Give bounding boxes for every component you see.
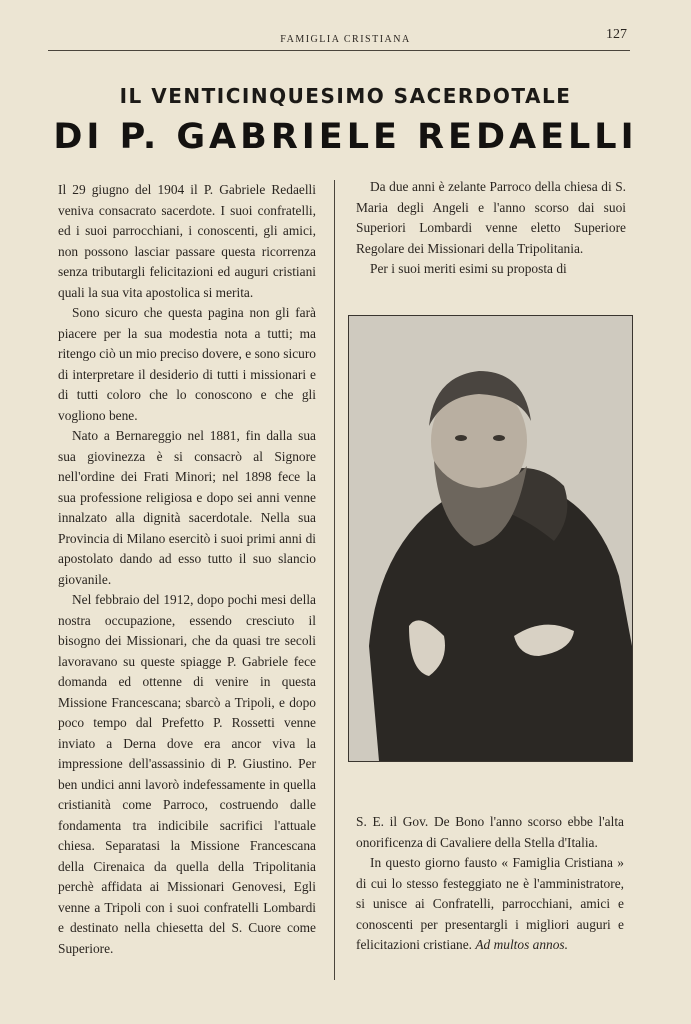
header-rule (48, 50, 630, 51)
paragraph: Il 29 giugno del 1904 il P. Gabriele Redaelli veniva consacrato sacerdote. I suoi confratelli, ed i suoi parrocchiani, i conoscenti, gli amici, non possono lasciar passare questa ricorrenza senza tributargli felicitazioni ed auguri cristiani quali la sua vita apostolica si merita. (58, 182, 316, 300)
closing-italic: Ad multos annos. (475, 937, 568, 952)
portrait-photo-icon (348, 315, 633, 762)
paragraph: Sono sicuro che questa pagina non gli farà piacere per la sua modestia nota a tutti; ma ritengo ciò un mio preciso dovere, e sono sicuro di interpretare il desiderio di tutti i missionari e di tutti coloro che lo conoscono e che gli vogliono bene. (58, 305, 316, 423)
paragraph: Per i suoi meriti esimi su proposta di (370, 261, 567, 276)
article-title-line2: DI P. GABRIELE REDAELLI (53, 117, 638, 157)
page-number: 127 (606, 27, 627, 42)
right-column-bottom (356, 812, 624, 956)
paragraph: Nel febbraio del 1912, dopo pochi mesi della nostra occupazione, essendo cresciuto il bisogno dei Missionari, che da quasi tre secoli lavoravano su queste spiagge P. Gabriele fece domanda ed ottenne di venire in questa Missione Francescana; sbarcò a Tripoli, e dopo poco tempo dal Prefetto P. Rossetti venne inviato a Derna dove era ancor viva la impressione dell'assassinio di P. Giustino. Per ben undici anni lavorò indefessamente in quella cristianità come Parroco, costruendo dalle fondamenta tra indicibile sacrifici l'attuale chiesa. Separatasi la Missione Francescana della Cirenaica da quella della Tripolitania perchè affidata ai Missionari Genovesi, Egli venne a Tripoli con i suoi confratelli Lombardi e destinato nella chiesetta del S. Cuore come Superiore. (58, 592, 316, 956)
left-column (58, 180, 316, 959)
paragraph (356, 853, 624, 956)
article-title-line1: IL VENTICINQUESIMO SACERDOTALE (119, 84, 572, 108)
paragraph: Nato a Bernareggio nel 1881, fin dalla sua sua giovinezza è si consacrò al Signore nell'ordine dei Frati Minori; nel 1898 fece la sua professione religiosa e dopo sei anni venne innalzato alla dignità sacerdotale. Nella sua Provincia di Milano esercitò i suoi primi anni di apostolato dando ad esso tutto il suo slancio giovanile. (58, 428, 316, 587)
paragraph: S. E. il Gov. De Bono l'anno scorso ebbe l'alta onorificenza di Cavaliere della Stella d'Italia. (356, 814, 624, 850)
magazine-header: FAMIGLIA CRISTIANA (280, 34, 411, 45)
paragraph-text: In questo giorno fausto « Famiglia Cristiana » di cui lo stesso festeggiato ne è l'amministratore, si unisce ai Confratelli, parrocchiani, amici e conoscenti per presentargli i migliori auguri e felicitazioni cristiane. (356, 855, 624, 952)
column-divider (334, 180, 335, 980)
paragraph: Da due anni è zelante Parroco della chiesa di S. Maria degli Angeli e l'anno scorso dai suoi Superiori Lombardi venne eletto Superiore Regolare dei Missionari della Tripolitania. (356, 179, 626, 256)
right-column-top (356, 177, 626, 280)
